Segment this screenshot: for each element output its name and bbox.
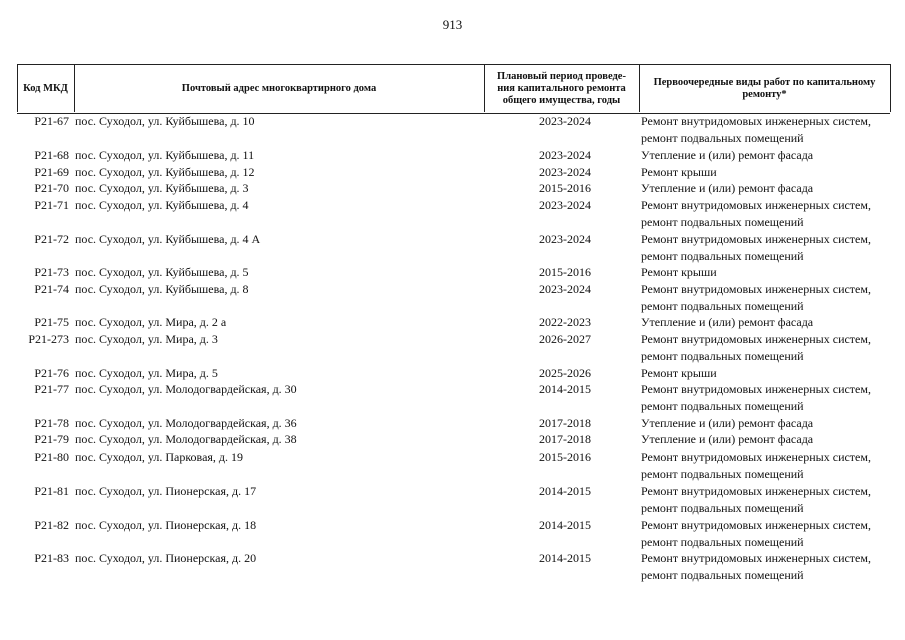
header-period-line3: общего имущества, годы xyxy=(502,95,621,106)
row-works-line1: Ремонт внутридомовых инженерных систем, xyxy=(641,332,871,346)
row-code: Р21-79 xyxy=(34,432,69,446)
row-code: Р21-83 xyxy=(34,551,69,565)
row-works-line1: Ремонт внутридомовых инженерных систем, xyxy=(641,198,871,212)
row-address: пос. Суходол, ул. Куйбышева, д. 4 xyxy=(75,198,249,212)
row-works-line1: Ремонт крыши xyxy=(641,366,717,380)
row-code: Р21-68 xyxy=(34,148,69,162)
row-address: пос. Суходол, ул. Молодогвардейская, д. 36 xyxy=(75,416,297,430)
row-address: пос. Суходол, ул. Мира, д. 2 а xyxy=(75,315,227,329)
row-works-line1: Ремонт внутридомовых инженерных систем, xyxy=(641,551,871,565)
row-period: 2023-2024 xyxy=(539,165,591,179)
row-works-line1: Утепление и (или) ремонт фасада xyxy=(641,315,814,329)
row-works-line1: Утепление и (или) ремонт фасада xyxy=(641,416,814,430)
header-period-line1: Плановый период проведе- xyxy=(497,71,626,82)
row-works xyxy=(641,231,871,264)
row-works-line1: Утепление и (или) ремонт фасада xyxy=(641,148,814,162)
row-works-line2: ремонт подвальных помещений xyxy=(641,214,804,229)
header-border-right xyxy=(890,64,891,112)
row-works xyxy=(641,550,871,583)
row-works xyxy=(641,431,813,448)
row-works-line1: Ремонт внутридомовых инженерных систем, xyxy=(641,518,871,532)
row-works-line2: ремонт подвальных помещений xyxy=(641,248,804,263)
row-address: пос. Суходол, ул. Пионерская, д. 18 xyxy=(75,518,257,532)
row-works-line2: ремонт подвальных помещений xyxy=(641,534,804,549)
row-works-line2: ремонт подвальных помещений xyxy=(641,130,804,145)
row-code: Р21-77 xyxy=(34,382,69,396)
row-works-line2: ремонт подвальных помещений xyxy=(641,298,804,313)
header-works-line1: Первоочередные виды работ по капитальному xyxy=(653,77,876,88)
row-code: Р21-74 xyxy=(34,282,69,296)
row-code: Р21-78 xyxy=(34,416,69,430)
row-address: пос. Суходол, ул. Куйбышева, д. 4 А xyxy=(75,232,261,246)
row-works xyxy=(641,180,813,197)
row-period: 2023-2024 xyxy=(539,282,591,296)
row-address: пос. Суходол, ул. Куйбышева, д. 5 xyxy=(75,265,249,279)
row-works xyxy=(641,197,871,230)
row-code: Р21-76 xyxy=(34,366,69,380)
row-period: 2014-2015 xyxy=(539,484,591,498)
row-period: 2014-2015 xyxy=(539,551,591,565)
row-address: пос. Суходол, ул. Куйбышева, д. 12 xyxy=(75,165,255,179)
row-works-line1: Ремонт крыши xyxy=(641,165,717,179)
row-address: пос. Суходол, ул. Куйбышева, д. 10 xyxy=(75,114,255,128)
row-works xyxy=(641,483,871,516)
row-code: Р21-72 xyxy=(34,232,69,246)
row-period: 2023-2024 xyxy=(539,232,591,246)
row-code: Р21-80 xyxy=(34,450,69,464)
page-number: 913 xyxy=(442,17,463,32)
row-code: Р21-67 xyxy=(34,114,69,128)
row-code: Р21-75 xyxy=(34,315,69,329)
row-period: 2014-2015 xyxy=(539,518,591,532)
row-works-line1: Ремонт внутридомовых инженерных систем, xyxy=(641,114,871,128)
row-works xyxy=(641,164,717,181)
row-address: пос. Суходол, ул. Куйбышева, д. 8 xyxy=(75,282,249,296)
row-address: пос. Суходол, ул. Парковая, д. 19 xyxy=(75,450,244,464)
row-period: 2017-2018 xyxy=(539,432,591,446)
row-address: пос. Суходол, ул. Мира, д. 3 xyxy=(75,332,218,346)
row-period: 2026-2027 xyxy=(539,332,591,346)
row-works xyxy=(641,147,813,164)
row-works-line1: Ремонт внутридомовых инженерных систем, xyxy=(641,282,871,296)
row-works xyxy=(641,314,813,331)
row-address: пос. Суходол, ул. Молодогвардейская, д. 30 xyxy=(75,382,297,396)
row-period: 2023-2024 xyxy=(539,148,591,162)
row-works xyxy=(641,449,871,482)
row-works-line2: ремонт подвальных помещений xyxy=(641,398,804,413)
row-code: Р21-70 xyxy=(34,181,69,195)
row-code: Р21-81 xyxy=(34,484,69,498)
row-address: пос. Суходол, ул. Молодогвардейская, д. 38 xyxy=(75,432,297,446)
header-border-left xyxy=(17,64,18,112)
row-period: 2023-2024 xyxy=(539,114,591,128)
row-works xyxy=(641,264,717,281)
row-works-line2: ремонт подвальных помещений xyxy=(641,567,804,582)
row-works xyxy=(641,415,813,432)
row-works xyxy=(641,113,871,146)
header-works-line2: ремонту* xyxy=(742,89,787,100)
header-address: Почтовый адрес многоквартирного дома xyxy=(181,83,377,94)
row-code: Р21-71 xyxy=(34,198,69,212)
header-divider-3 xyxy=(639,64,640,112)
header-works xyxy=(639,65,890,113)
row-works xyxy=(641,381,871,414)
row-address: пос. Суходол, ул. Мира, д. 5 xyxy=(75,366,218,380)
row-period: 2025-2026 xyxy=(539,366,591,380)
row-address: пос. Суходол, ул. Пионерская, д. 17 xyxy=(75,484,257,498)
row-period: 2015-2016 xyxy=(539,265,591,279)
row-address: пос. Суходол, ул. Куйбышева, д. 3 xyxy=(75,181,249,195)
row-works-line1: Утепление и (или) ремонт фасада xyxy=(641,432,814,446)
row-period: 2023-2024 xyxy=(539,198,591,212)
row-works-line1: Ремонт внутридомовых инженерных систем, xyxy=(641,382,871,396)
row-code: Р21-69 xyxy=(34,165,69,179)
row-works-line2: ремонт подвальных помещений xyxy=(641,466,804,481)
row-works xyxy=(641,365,717,382)
row-works-line1: Ремонт крыши xyxy=(641,265,717,279)
row-works-line1: Ремонт внутридомовых инженерных систем, xyxy=(641,450,871,464)
row-works xyxy=(641,331,871,364)
row-works-line2: ремонт подвальных помещений xyxy=(641,500,804,515)
row-period: 2022-2023 xyxy=(539,315,591,329)
row-address: пос. Суходол, ул. Куйбышева, д. 11 xyxy=(75,148,255,162)
row-works xyxy=(641,517,871,550)
header-code: Код МКД xyxy=(23,83,68,94)
row-works-line2: ремонт подвальных помещений xyxy=(641,348,804,363)
row-period: 2015-2016 xyxy=(539,450,591,464)
row-period: 2015-2016 xyxy=(539,181,591,195)
table-header xyxy=(17,64,890,114)
row-period: 2017-2018 xyxy=(539,416,591,430)
row-code: Р21-273 xyxy=(28,332,69,346)
header-divider-1 xyxy=(74,64,75,112)
row-code: Р21-73 xyxy=(34,265,69,279)
row-works-line1: Утепление и (или) ремонт фасада xyxy=(641,181,814,195)
header-period-line2: ния капитального ремонта xyxy=(497,83,626,94)
header-divider-2 xyxy=(484,64,485,112)
row-period: 2014-2015 xyxy=(539,382,591,396)
row-code: Р21-82 xyxy=(34,518,69,532)
row-works-line1: Ремонт внутридомовых инженерных систем, xyxy=(641,232,871,246)
row-address: пос. Суходол, ул. Пионерская, д. 20 xyxy=(75,551,257,565)
row-works xyxy=(641,281,871,314)
header-period xyxy=(484,65,639,113)
row-works-line1: Ремонт внутридомовых инженерных систем, xyxy=(641,484,871,498)
